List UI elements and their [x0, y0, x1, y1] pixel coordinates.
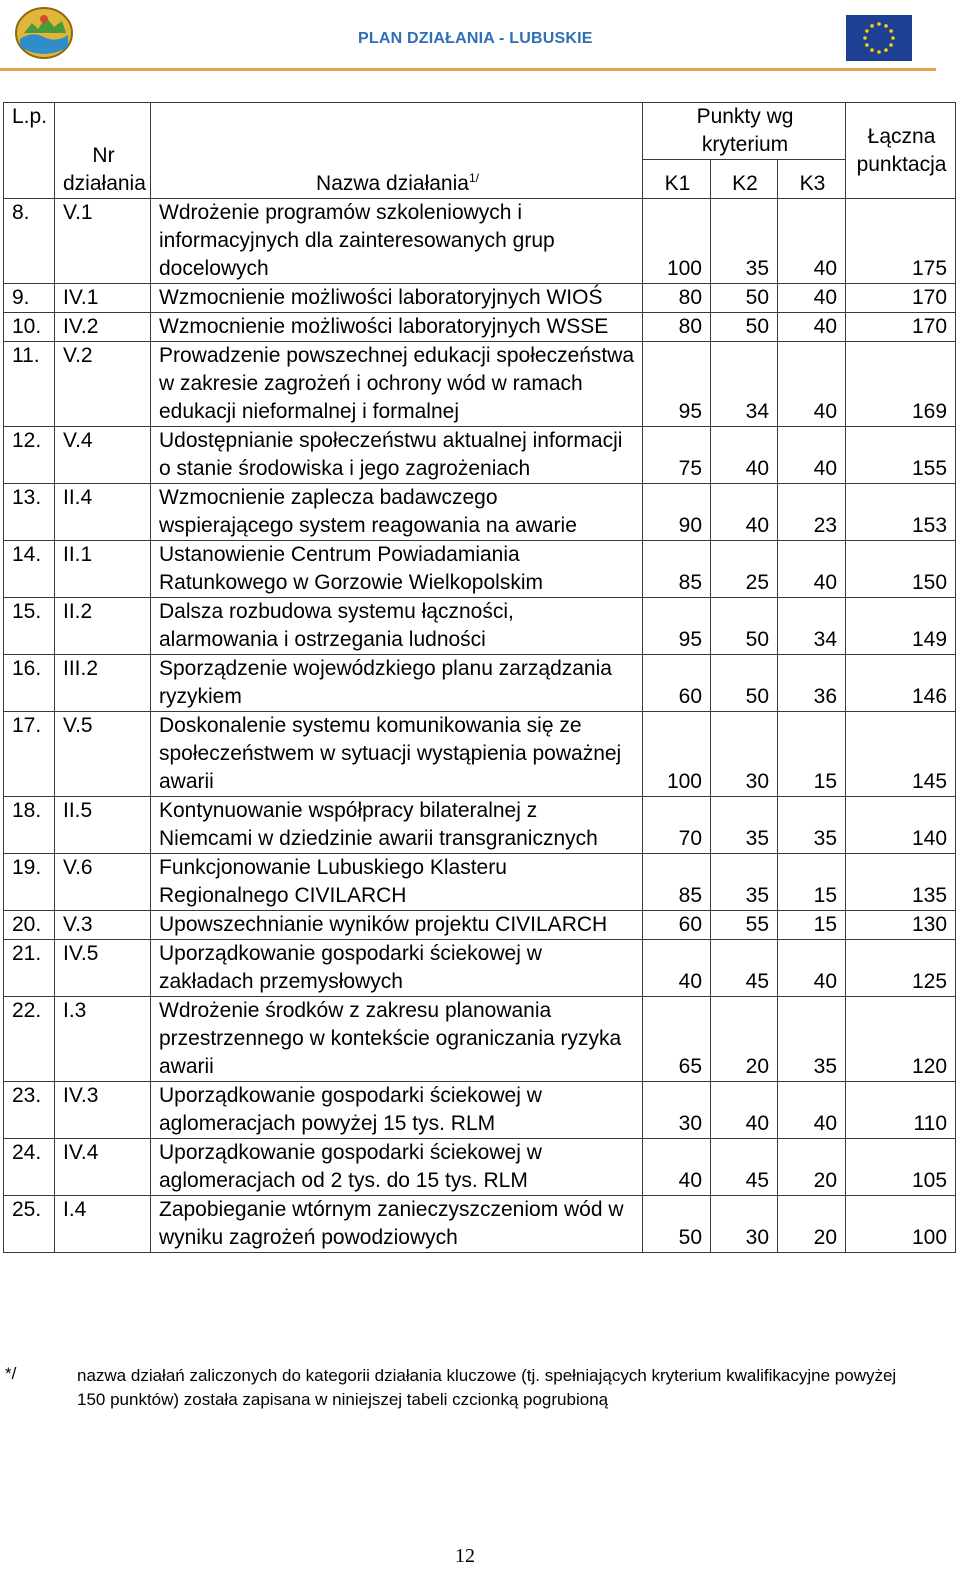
cell-total: 153 — [846, 484, 956, 541]
eu-star-icon — [889, 43, 893, 47]
cell-k3: 15 — [778, 712, 846, 797]
cell-k2: 50 — [711, 284, 778, 313]
cell-total: 170 — [846, 284, 956, 313]
cell-nr: V.2 — [55, 342, 151, 427]
cell-k3: 40 — [778, 284, 846, 313]
cell-total: 155 — [846, 427, 956, 484]
cell-total: 145 — [846, 712, 956, 797]
cell-nr: I.4 — [55, 1196, 151, 1253]
cell-name: Wzmocnienie zaplecza badawczego wspierającego system reagowania na awarie — [151, 484, 643, 541]
cell-k1: 40 — [643, 940, 711, 997]
cell-k3: 35 — [778, 997, 846, 1082]
cell-lp: 18. — [4, 797, 55, 854]
cell-name: Wdrożenie programów szkoleniowych i informacyjnych dla zainteresowanych grup docelowych — [151, 199, 643, 284]
cell-name: Uporządkowanie gospodarki ściekowej w aglomeracjach od 2 tys. do 15 tys. RLM — [151, 1139, 643, 1196]
cell-nr: IV.1 — [55, 284, 151, 313]
cell-lp: 8. — [4, 199, 55, 284]
cell-total: 149 — [846, 598, 956, 655]
header-total — [846, 103, 956, 199]
table-row — [4, 427, 956, 484]
cell-nr: II.1 — [55, 541, 151, 598]
table-body — [4, 199, 956, 1253]
cell-lp: 14. — [4, 541, 55, 598]
cell-name: Doskonalenie systemu komunikowania się ze społeczeństwem w sytuacji wystąpienia poważnej awarii — [151, 712, 643, 797]
cell-k2: 35 — [711, 854, 778, 911]
page-header — [0, 0, 960, 75]
table-row — [4, 1082, 956, 1139]
table-row — [4, 484, 956, 541]
cell-k2: 45 — [711, 940, 778, 997]
cell-name: Prowadzenie powszechnej edukacji społeczeństwa w zakresie zagrożeń i ochrony wód w ramach edukacji nieformalnej i formalnej — [151, 342, 643, 427]
cell-k2: 30 — [711, 712, 778, 797]
cell-total: 130 — [846, 911, 956, 940]
cell-name: Dalsza rozbudowa systemu łączności, alarmowania i ostrzegania ludności — [151, 598, 643, 655]
cell-k1: 40 — [643, 1139, 711, 1196]
cell-nr: IV.4 — [55, 1139, 151, 1196]
cell-nr: V.3 — [55, 911, 151, 940]
cell-nr: V.5 — [55, 712, 151, 797]
cell-nr: III.2 — [55, 655, 151, 712]
table-row — [4, 342, 956, 427]
header-lp: L.p. — [4, 103, 55, 199]
table-row — [4, 541, 956, 598]
cell-nr: V.6 — [55, 854, 151, 911]
cell-k3: 40 — [778, 427, 846, 484]
cell-k2: 30 — [711, 1196, 778, 1253]
cell-k2: 20 — [711, 997, 778, 1082]
lubuskie-logo-icon — [14, 5, 74, 60]
header-k2: K2 — [711, 160, 778, 199]
cell-total: 170 — [846, 313, 956, 342]
table-row — [4, 712, 956, 797]
cell-k2: 35 — [711, 797, 778, 854]
header-nr — [55, 103, 151, 199]
eu-star-icon — [870, 48, 874, 52]
cell-nr: II.2 — [55, 598, 151, 655]
header-divider — [0, 68, 936, 71]
header-total-line1: Łączna — [867, 124, 936, 148]
cell-k2: 34 — [711, 342, 778, 427]
cell-k3: 40 — [778, 199, 846, 284]
cell-k1: 60 — [643, 655, 711, 712]
cell-lp: 16. — [4, 655, 55, 712]
cell-lp: 19. — [4, 854, 55, 911]
cell-k1: 95 — [643, 342, 711, 427]
header-name-sup: 1/ — [468, 171, 479, 185]
table-row — [4, 940, 956, 997]
footnote-text: nazwa działań zaliczonych do kategorii działania kluczowe (tj. spełniających kryterium kwalifikacyjne powyżej 150 punktów) została zapisana w niniejszej tabeli czcionką pogrubioną — [77, 1366, 897, 1409]
page-title: PLAN DZIAŁANIA - LUBUSKIE — [358, 30, 593, 47]
cell-k1: 95 — [643, 598, 711, 655]
cell-k1: 75 — [643, 427, 711, 484]
cell-lp: 24. — [4, 1139, 55, 1196]
cell-nr: IV.2 — [55, 313, 151, 342]
table-row — [4, 199, 956, 284]
cell-lp: 17. — [4, 712, 55, 797]
cell-total: 150 — [846, 541, 956, 598]
cell-k1: 90 — [643, 484, 711, 541]
cell-name: Funkcjonowanie Lubuskiego Klasteru Regionalnego CIVILARCH — [151, 854, 643, 911]
cell-lp: 13. — [4, 484, 55, 541]
cell-k2: 40 — [711, 1082, 778, 1139]
cell-total: 135 — [846, 854, 956, 911]
eu-star-icon — [884, 24, 888, 28]
table-row — [4, 854, 956, 911]
table-row — [4, 911, 956, 940]
cell-k2: 35 — [711, 199, 778, 284]
header-name — [151, 103, 643, 199]
cell-lp: 20. — [4, 911, 55, 940]
cell-k1: 50 — [643, 1196, 711, 1253]
cell-k3: 36 — [778, 655, 846, 712]
table-row — [4, 284, 956, 313]
cell-k3: 15 — [778, 854, 846, 911]
cell-lp: 23. — [4, 1082, 55, 1139]
cell-nr: V.4 — [55, 427, 151, 484]
cell-k3: 23 — [778, 484, 846, 541]
cell-k2: 55 — [711, 911, 778, 940]
cell-k1: 60 — [643, 911, 711, 940]
cell-nr: IV.5 — [55, 940, 151, 997]
table-row — [4, 997, 956, 1082]
cell-total: 100 — [846, 1196, 956, 1253]
cell-nr: II.5 — [55, 797, 151, 854]
header-name-text: Nazwa działania — [316, 172, 469, 195]
cell-nr: I.3 — [55, 997, 151, 1082]
eu-star-icon — [889, 29, 893, 33]
header-nr-line1: Nr — [92, 144, 115, 167]
cell-k1: 85 — [643, 854, 711, 911]
header-k1: K1 — [643, 160, 711, 199]
cell-name: Ustanowienie Centrum Powiadamiania Ratunkowego w Gorzowie Wielkopolskim — [151, 541, 643, 598]
table-row — [4, 598, 956, 655]
header-total-line2: punktacja — [856, 152, 947, 176]
cell-total: 110 — [846, 1082, 956, 1139]
cell-lp: 22. — [4, 997, 55, 1082]
cell-name: Uporządkowanie gospodarki ściekowej w aglomeracjach powyżej 15 tys. RLM — [151, 1082, 643, 1139]
cell-lp: 9. — [4, 284, 55, 313]
cell-lp: 12. — [4, 427, 55, 484]
cell-k1: 85 — [643, 541, 711, 598]
cell-k1: 80 — [643, 313, 711, 342]
cell-k3: 20 — [778, 1139, 846, 1196]
cell-total: 175 — [846, 199, 956, 284]
table-row — [4, 313, 956, 342]
cell-k3: 40 — [778, 342, 846, 427]
cell-k2: 50 — [711, 598, 778, 655]
cell-k2: 40 — [711, 484, 778, 541]
cell-k1: 65 — [643, 997, 711, 1082]
cell-name: Kontynuowanie współpracy bilateralnej z Niemcami w dziedzinie awarii transgranicznych — [151, 797, 643, 854]
footnote-mark: */ — [5, 1364, 17, 1383]
cell-k1: 80 — [643, 284, 711, 313]
cell-k3: 20 — [778, 1196, 846, 1253]
cell-total: 146 — [846, 655, 956, 712]
cell-lp: 11. — [4, 342, 55, 427]
cell-k3: 40 — [778, 940, 846, 997]
cell-k3: 35 — [778, 797, 846, 854]
cell-name: Wzmocnienie możliwości laboratoryjnych WIOŚ — [151, 284, 643, 313]
cell-k3: 34 — [778, 598, 846, 655]
cell-k3: 15 — [778, 911, 846, 940]
action-ranking-table — [3, 102, 956, 1253]
eu-star-icon — [891, 36, 895, 40]
eu-star-icon — [865, 29, 869, 33]
cell-name: Sporządzenie wojewódzkiego planu zarządzania ryzykiem — [151, 655, 643, 712]
cell-name: Udostępnianie społeczeństwu aktualnej informacji o stanie środowiska i jego zagrożeniach — [151, 427, 643, 484]
cell-name: Zapobieganie wtórnym zanieczyszczeniom wód w wyniku zagrożeń powodziowych — [151, 1196, 643, 1253]
cell-name: Upowszechnianie wyników projektu CIVILARCH — [151, 911, 643, 940]
cell-total: 105 — [846, 1139, 956, 1196]
cell-lp: 25. — [4, 1196, 55, 1253]
cell-k1: 30 — [643, 1082, 711, 1139]
eu-star-icon — [884, 48, 888, 52]
cell-k2: 50 — [711, 313, 778, 342]
cell-total: 120 — [846, 997, 956, 1082]
cell-k3: 40 — [778, 541, 846, 598]
eu-star-icon — [865, 43, 869, 47]
cell-k2: 45 — [711, 1139, 778, 1196]
header-nr-line2: działania — [63, 172, 146, 195]
cell-k1: 100 — [643, 199, 711, 284]
cell-name: Wdrożenie środków z zakresu planowania przestrzennego w kontekście ograniczania ryzyka awarii — [151, 997, 643, 1082]
table-row — [4, 1139, 956, 1196]
eu-star-icon — [863, 36, 867, 40]
cell-nr: V.1 — [55, 199, 151, 284]
cell-lp: 15. — [4, 598, 55, 655]
cell-k3: 40 — [778, 1082, 846, 1139]
cell-k1: 70 — [643, 797, 711, 854]
cell-k2: 25 — [711, 541, 778, 598]
cell-k2: 40 — [711, 427, 778, 484]
eu-flag-icon — [846, 15, 912, 61]
table-row — [4, 655, 956, 712]
cell-k3: 40 — [778, 313, 846, 342]
cell-k2: 50 — [711, 655, 778, 712]
cell-total: 125 — [846, 940, 956, 997]
page-number: 12 — [455, 1545, 475, 1567]
cell-nr: II.4 — [55, 484, 151, 541]
cell-name: Wzmocnienie możliwości laboratoryjnych WSSE — [151, 313, 643, 342]
table-row — [4, 797, 956, 854]
cell-name: Uporządkowanie gospodarki ściekowej w zakładach przemysłowych — [151, 940, 643, 997]
eu-star-icon — [877, 50, 881, 54]
table-row — [4, 1196, 956, 1253]
eu-star-icon — [870, 24, 874, 28]
eu-star-icon — [877, 22, 881, 26]
cell-lp: 10. — [4, 313, 55, 342]
cell-total: 140 — [846, 797, 956, 854]
cell-lp: 21. — [4, 940, 55, 997]
cell-nr: IV.3 — [55, 1082, 151, 1139]
header-k3: K3 — [778, 160, 846, 199]
cell-total: 169 — [846, 342, 956, 427]
header-criteria-group: Punkty wg kryterium — [643, 103, 846, 160]
cell-k1: 100 — [643, 712, 711, 797]
